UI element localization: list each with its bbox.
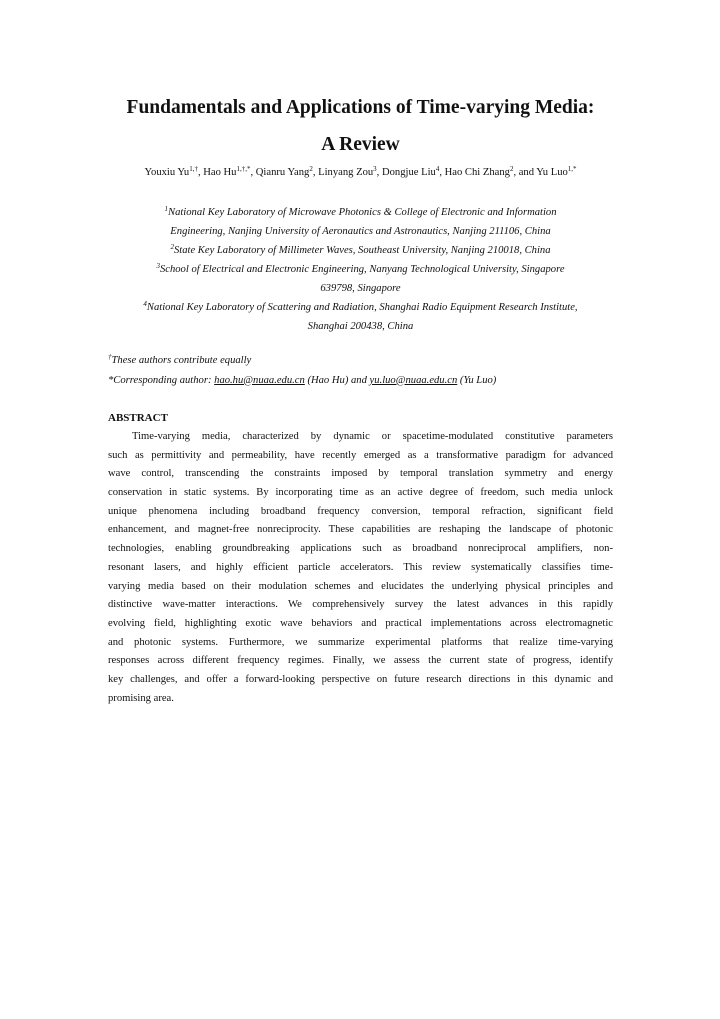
author-name: Yu Luo: [536, 167, 568, 178]
author-separator: ,: [250, 167, 256, 178]
paper-title-line-1: Fundamentals and Applications of Time-varying Media:: [126, 97, 595, 118]
abstract-line: varying media based on their modulation schemes and elucidates the underlying physical principles and: [108, 580, 613, 592]
affiliation-line: [98, 279, 623, 298]
author-separator: ,: [312, 167, 319, 178]
affiliation-number: 1: [164, 205, 168, 213]
author-notes: [108, 351, 613, 390]
author-separator: ,: [376, 167, 382, 178]
author-name: Youxiu Yu: [144, 167, 190, 178]
corresponding-mid: (Hao Hu) and: [304, 374, 370, 386]
author-affiliation-mark: 2: [309, 165, 313, 173]
author-affiliation-mark: 2: [509, 165, 514, 173]
affiliation-line: [98, 317, 623, 336]
corresponding-prefix: *Corresponding author:: [108, 374, 215, 386]
abstract-line: promising area.: [108, 692, 174, 704]
author-name: Dongjue Liu: [381, 167, 436, 178]
affiliation-text: Shanghai 200438, China: [307, 321, 414, 332]
abstract-body: [108, 428, 613, 708]
author-separator: ,: [439, 167, 445, 178]
dagger-mark: †: [108, 353, 112, 361]
author-list: [98, 166, 623, 180]
abstract-line: unique phenomena including broadband frequency conversion, temporal refraction, significant field: [108, 505, 613, 517]
corresponding-author-note: [108, 371, 613, 391]
corresponding-suffix: (Yu Luo): [457, 374, 497, 386]
author-affiliation-mark: 1,†,*: [236, 165, 251, 173]
abstract-line: wave control, transcending the constraints imposed by temporal translation symmetry and energy: [108, 468, 613, 480]
author-separator: ,: [197, 167, 204, 178]
affiliation-list: [98, 203, 623, 336]
abstract-line: resonant lasers, and highly efficient particle accelerators. This review systematically classifies time-: [108, 561, 613, 573]
affiliation-text: 639798, Singapore: [320, 283, 401, 294]
affiliation-number: 4: [143, 300, 147, 308]
paper-title-line-2: A Review: [321, 134, 400, 155]
affiliation-line: [98, 260, 623, 279]
author-affiliation-mark: 1,†: [189, 165, 198, 173]
author-name: Linyang Zou: [318, 167, 374, 178]
abstract-line: and photonic systems. Furthermore, we summarize experimental platforms that realize time-varying: [108, 636, 613, 648]
author-name: Hao Hu: [203, 167, 237, 178]
author-name: Hao Chi Zhang: [444, 167, 510, 178]
affiliation-number: 3: [156, 262, 160, 270]
abstract-line: Time-varying media, characterized by dynamic or spacetime-modulated constitutive parameters: [132, 431, 613, 442]
equal-contribution-note: [108, 351, 613, 371]
author-separator: , and: [513, 167, 537, 178]
author-affiliation-mark: 1,*: [567, 165, 577, 173]
affiliation-text: National Key Laboratory of Microwave Photonics & College of Electronic and Information: [168, 207, 557, 218]
affiliation-line: [98, 298, 623, 317]
abstract-heading: ABSTRACT: [108, 412, 168, 424]
abstract-line: key challenges, and offer a forward-looking perspective on future research directions in this dynamic and: [108, 673, 613, 685]
abstract-line: evolving field, highlighting exotic wave behaviors and practical implementations across electromagnetic: [108, 617, 613, 629]
affiliation-number: 2: [170, 243, 174, 251]
affiliation-text: National Key Laboratory of Scattering and Radiation, Shanghai Radio Equipment Research Institute,: [146, 302, 578, 313]
equal-contribution-text: These authors contribute equally: [111, 355, 252, 366]
author-affiliation-mark: 3: [373, 165, 377, 173]
affiliation-text: State Key Laboratory of Millimeter Waves, Southeast University, Nanjing 210018, China: [173, 245, 551, 256]
abstract-line: responses across different frequency regimes. Finally, we assess the current state of progress, identify: [108, 655, 613, 667]
affiliation-line: [98, 241, 623, 260]
email-link-hao-hu[interactable]: hao.hu@nuaa.edu.cn: [214, 374, 305, 386]
affiliation-text: Engineering, Nanjing University of Aeronautics and Astronautics, Nanjing 211106, China: [170, 226, 551, 237]
author-name: Qianru Yang: [255, 167, 310, 178]
abstract-line: technologies, enabling groundbreaking applications such as broadband nonreciprocal amplifiers, non-: [108, 543, 613, 555]
affiliation-line: [98, 222, 623, 241]
email-link-yu-luo[interactable]: yu.luo@nuaa.edu.cn: [369, 374, 458, 386]
abstract-line: enhancement, and magnet-free nonreciprocity. These capabilities are reshaping the landscape of photonic: [108, 524, 613, 536]
author-affiliation-mark: 4: [435, 165, 440, 173]
affiliation-text: School of Electrical and Electronic Engineering, Nanyang Technological University, Singapore: [159, 264, 565, 275]
abstract-line: distinctive wave-matter interactions. We comprehensively survey the latest advances in this rapidly: [108, 599, 613, 611]
abstract-line: such as permittivity and permeability, have recently emerged as a transformative paradigm for advanced: [108, 449, 613, 461]
abstract-line: conservation in static systems. By incorporating time as an active degree of freedom, such media unlock: [108, 487, 613, 499]
affiliation-line: [98, 203, 623, 222]
